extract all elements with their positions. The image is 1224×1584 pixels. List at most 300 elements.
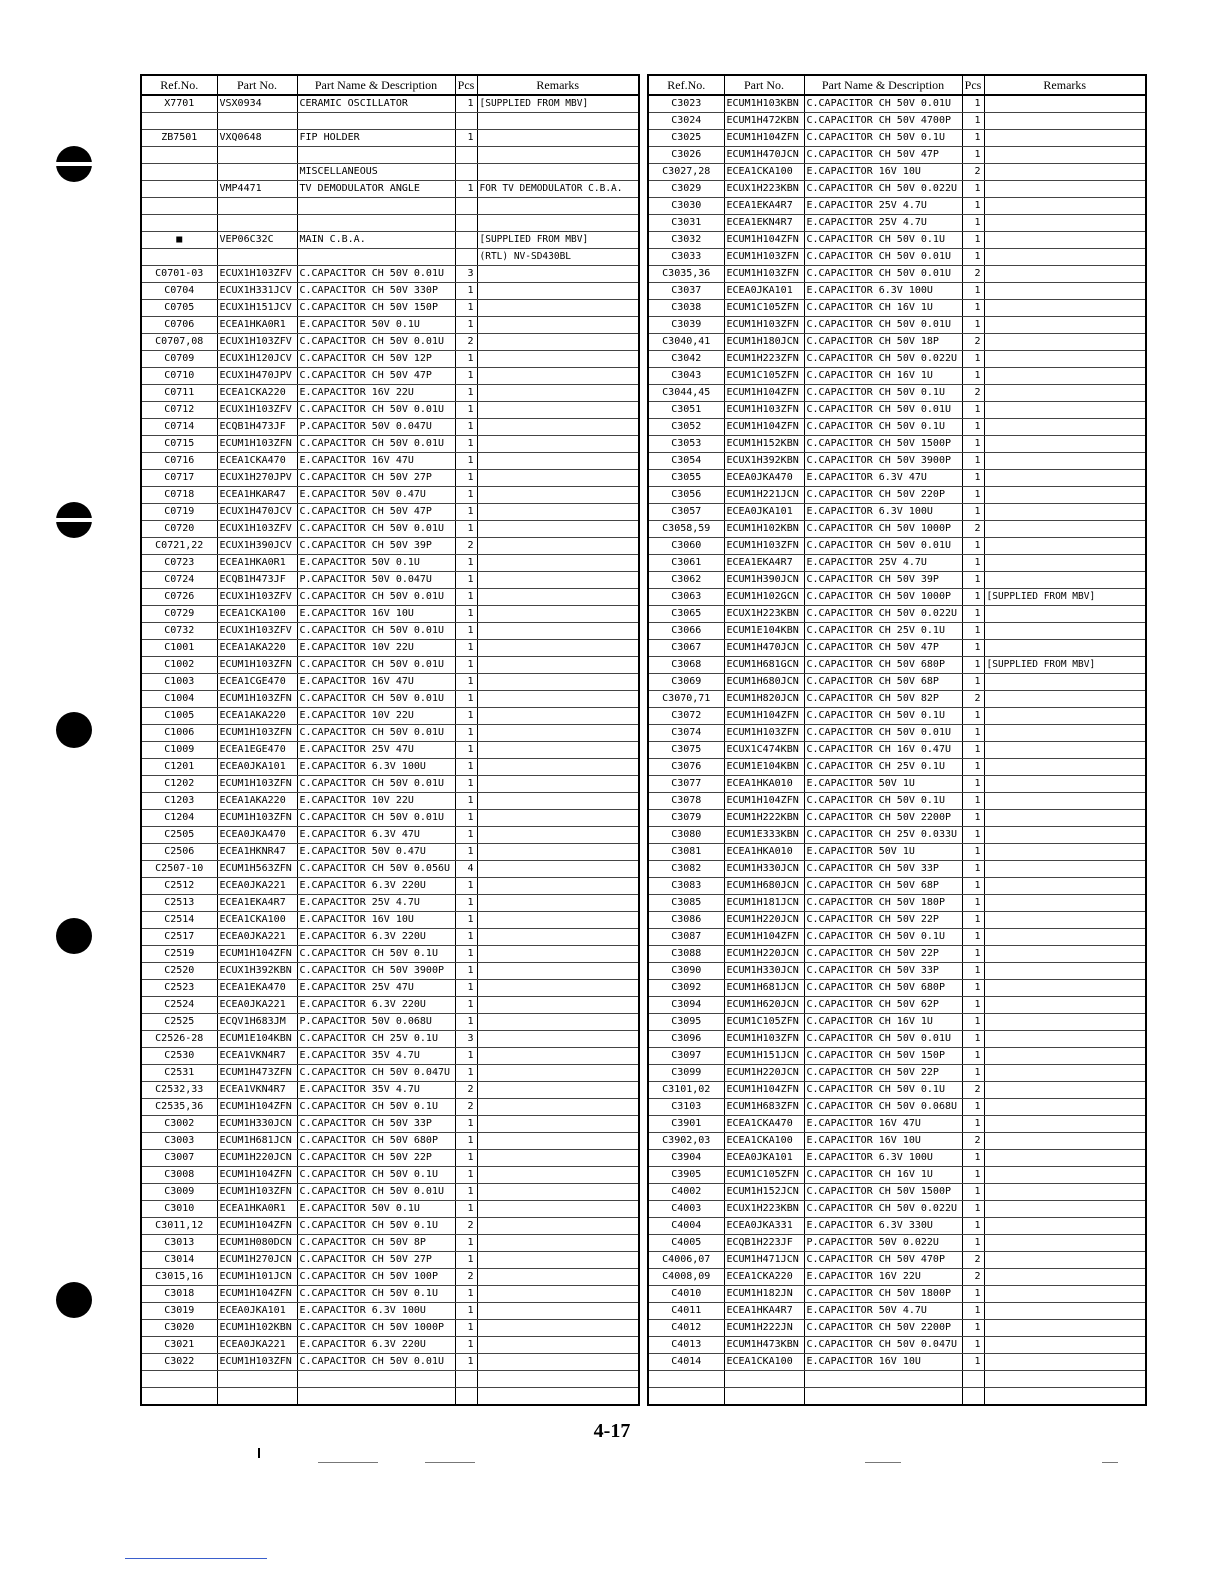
table-row (141, 1320, 639, 1337)
cell-remarks (477, 215, 639, 232)
cell-ref-no: C3083 (648, 878, 724, 895)
cell-pcs: 1 (455, 1303, 477, 1320)
cell-ref-no: C3061 (648, 555, 724, 572)
cell-pcs: 1 (455, 929, 477, 946)
binder-hole (56, 712, 92, 748)
table-row (648, 1286, 1146, 1303)
cell-remarks (984, 1167, 1146, 1184)
cell-part-name: C.CAPACITOR CH 50V 0.01U (804, 402, 962, 419)
cell-part-no: ECQB1H473JF (217, 572, 297, 589)
table-row (648, 1218, 1146, 1235)
cell-remarks (477, 470, 639, 487)
cell-ref-no: C2505 (141, 827, 217, 844)
cell-part-no: ECEA0JKA331 (724, 1218, 804, 1235)
cell-pcs: 1 (962, 776, 984, 793)
cell-ref-no (141, 249, 217, 266)
cell-pcs: 1 (455, 708, 477, 725)
cell-part-name: P.CAPACITOR 50V 0.022U (804, 1235, 962, 1252)
cell-part-no: ECUM1H222JN (724, 1320, 804, 1337)
cell-part-name: CERAMIC OSCILLATOR (297, 95, 455, 113)
table-row (141, 130, 639, 147)
binder-hole (56, 918, 92, 954)
cell-remarks (984, 164, 1146, 181)
cell-part-name: C.CAPACITOR CH 50V 0.01U (297, 810, 455, 827)
table-row (648, 1150, 1146, 1167)
cell-remarks (477, 691, 639, 708)
cell-part-no: ECUM1H472KBN (724, 113, 804, 130)
cell-pcs: 1 (455, 487, 477, 504)
cell-part-no: ECUX1H120JCV (217, 351, 297, 368)
cell-remarks (477, 1235, 639, 1252)
table-row (648, 232, 1146, 249)
table-row (141, 95, 639, 113)
cell-ref-no: C3056 (648, 487, 724, 504)
table-row (648, 929, 1146, 946)
cell-part-no: ECEA0JKA470 (217, 827, 297, 844)
cell-ref-no: C3065 (648, 606, 724, 623)
table-row (648, 844, 1146, 861)
cell-pcs: 1 (455, 351, 477, 368)
cell-remarks (477, 555, 639, 572)
cell-ref-no: C3013 (141, 1235, 217, 1252)
cell-remarks (477, 946, 639, 963)
cell-remarks: FOR TV DEMODULATOR C.B.A. (477, 181, 639, 198)
table-row (648, 504, 1146, 521)
table-row (648, 878, 1146, 895)
table-row (648, 759, 1146, 776)
cell-part-name: C.CAPACITOR CH 50V 0.1U (804, 232, 962, 249)
cell-ref-no: C3092 (648, 980, 724, 997)
cell-part-name: E.CAPACITOR 6.3V 100U (297, 759, 455, 776)
cell-ref-no: C3103 (648, 1099, 724, 1116)
table-row (648, 453, 1146, 470)
cell-pcs (962, 1388, 984, 1406)
header-pcs: Pcs (962, 75, 984, 95)
table-row (141, 878, 639, 895)
cell-remarks (477, 1184, 639, 1201)
cell-pcs: 1 (455, 1286, 477, 1303)
table-row (648, 181, 1146, 198)
cell-remarks (984, 487, 1146, 504)
cell-remarks (477, 1320, 639, 1337)
cell-ref-no (648, 1371, 724, 1388)
cell-pcs: 1 (962, 725, 984, 742)
table-row (648, 1082, 1146, 1099)
cell-pcs: 1 (962, 1116, 984, 1133)
cell-part-name: E.CAPACITOR 6.3V 330U (804, 1218, 962, 1235)
cell-part-name: C.CAPACITOR CH 50V 47P (804, 147, 962, 164)
cell-part-name (297, 249, 455, 266)
cell-part-name: E.CAPACITOR 16V 10U (297, 606, 455, 623)
cell-part-no: ECUM1H470JCN (724, 147, 804, 164)
cell-pcs: 1 (962, 95, 984, 113)
cell-part-no: ECUM1H683ZFN (724, 1099, 804, 1116)
table-row (141, 334, 639, 351)
table-row (141, 1218, 639, 1235)
cell-part-no: ECUM1H180JCN (724, 334, 804, 351)
table-row (648, 436, 1146, 453)
cell-part-no: ECEA0JKA101 (724, 504, 804, 521)
cell-ref-no: C3054 (648, 453, 724, 470)
cell-pcs: 2 (962, 521, 984, 538)
header-part-name: Part Name & Description (297, 75, 455, 95)
cell-pcs: 1 (962, 623, 984, 640)
cell-ref-no: C3052 (648, 419, 724, 436)
cell-ref-no: C1203 (141, 793, 217, 810)
cell-pcs: 1 (962, 368, 984, 385)
cell-ref-no: C4002 (648, 1184, 724, 1201)
cell-part-name: C.CAPACITOR CH 50V 0.056U (297, 861, 455, 878)
table-row (648, 402, 1146, 419)
cell-part-no: ECEA0JKA101 (724, 1150, 804, 1167)
cell-part-name: E.CAPACITOR 16V 10U (804, 1133, 962, 1150)
cell-ref-no: C3037 (648, 283, 724, 300)
cell-part-name: C.CAPACITOR CH 50V 330P (297, 283, 455, 300)
cell-part-no: ECUM1H470JCN (724, 640, 804, 657)
cell-part-name: C.CAPACITOR CH 50V 18P (804, 334, 962, 351)
cell-pcs: 1 (962, 232, 984, 249)
table-row (648, 1320, 1146, 1337)
cell-pcs: 2 (962, 1252, 984, 1269)
table-row (648, 164, 1146, 181)
cell-pcs (962, 1371, 984, 1388)
cell-remarks (477, 538, 639, 555)
cell-ref-no: C1003 (141, 674, 217, 691)
table-row (648, 470, 1146, 487)
cell-pcs: 1 (962, 895, 984, 912)
cell-ref-no: C4014 (648, 1354, 724, 1371)
table-row (648, 1252, 1146, 1269)
table-row (141, 589, 639, 606)
table-row (141, 1099, 639, 1116)
cell-remarks (984, 1184, 1146, 1201)
cell-pcs: 1 (455, 1354, 477, 1371)
cell-part-no: ECEA1CKA220 (217, 385, 297, 402)
cell-pcs: 1 (962, 742, 984, 759)
cell-part-name: MAIN C.B.A. (297, 232, 455, 249)
table-row (648, 334, 1146, 351)
cell-part-name: TV DEMODULATOR ANGLE (297, 181, 455, 198)
cell-part-no: ECUM1H473ZFN (217, 1065, 297, 1082)
table-row (648, 793, 1146, 810)
cell-pcs: 1 (455, 895, 477, 912)
cell-remarks (477, 861, 639, 878)
cell-part-no: ECEA1EKA4R7 (217, 895, 297, 912)
cell-part-no: ECUM1H390JCN (724, 572, 804, 589)
cell-part-name: C.CAPACITOR CH 50V 0.01U (297, 776, 455, 793)
cell-part-name: E.CAPACITOR 6.3V 220U (297, 997, 455, 1014)
cell-part-name: E.CAPACITOR 6.3V 100U (804, 504, 962, 521)
cell-remarks (984, 674, 1146, 691)
cell-remarks (477, 674, 639, 691)
cell-remarks (477, 385, 639, 402)
cell-pcs: 1 (962, 351, 984, 368)
cell-remarks (984, 215, 1146, 232)
cell-part-no: ECUM1H563ZFN (217, 861, 297, 878)
cell-part-name: C.CAPACITOR CH 50V 68P (804, 674, 962, 691)
cell-ref-no: C4004 (648, 1218, 724, 1235)
cell-part-name: C.CAPACITOR CH 50V 0.068U (804, 1099, 962, 1116)
cell-pcs: 1 (962, 1201, 984, 1218)
cell-remarks (984, 912, 1146, 929)
table-row (141, 1184, 639, 1201)
cell-ref-no: C1006 (141, 725, 217, 742)
cell-remarks (477, 130, 639, 147)
cell-ref-no (141, 181, 217, 198)
cell-part-no (217, 215, 297, 232)
cell-ref-no: C3075 (648, 742, 724, 759)
cell-ref-no: C3905 (648, 1167, 724, 1184)
cell-pcs: 2 (962, 334, 984, 351)
cell-remarks (984, 232, 1146, 249)
cell-remarks (984, 555, 1146, 572)
table-row (141, 1354, 639, 1371)
cell-remarks (984, 708, 1146, 725)
cell-ref-no: C3026 (648, 147, 724, 164)
cell-pcs: 1 (962, 572, 984, 589)
cell-pcs: 1 (455, 1048, 477, 1065)
table-row (141, 487, 639, 504)
cell-ref-no (141, 1371, 217, 1388)
cell-part-name: C.CAPACITOR CH 16V 0.47U (804, 742, 962, 759)
cell-remarks (477, 827, 639, 844)
cell-remarks (477, 1099, 639, 1116)
cell-part-name: C.CAPACITOR CH 25V 0.1U (297, 1031, 455, 1048)
cell-part-no: ECUX1H151JCV (217, 300, 297, 317)
cell-ref-no: C3072 (648, 708, 724, 725)
cell-remarks (477, 266, 639, 283)
cell-remarks (984, 300, 1146, 317)
cell-part-no: ECUM1H220JCN (724, 946, 804, 963)
cell-pcs: 1 (962, 504, 984, 521)
header-ref-no: Ref.No. (141, 75, 217, 95)
cell-pcs: 1 (962, 1218, 984, 1235)
cell-pcs: 1 (962, 1286, 984, 1303)
header-part-name: Part Name & Description (804, 75, 962, 95)
cell-part-no: VSX0934 (217, 95, 297, 113)
cell-part-name: E.CAPACITOR 6.3V 100U (804, 1150, 962, 1167)
cell-ref-no: C0706 (141, 317, 217, 334)
cell-part-no: ECEA0JKA221 (217, 878, 297, 895)
cell-ref-no: C3007 (141, 1150, 217, 1167)
cell-pcs: 2 (455, 538, 477, 555)
cell-part-no: ECUM1H104ZFN (217, 1218, 297, 1235)
cell-remarks (477, 487, 639, 504)
scan-mark (425, 1462, 475, 1463)
table-row (141, 402, 639, 419)
cell-pcs: 1 (962, 606, 984, 623)
cell-ref-no: C3025 (648, 130, 724, 147)
cell-remarks (477, 113, 639, 130)
cell-ref-no: C3090 (648, 963, 724, 980)
cell-part-name: E.CAPACITOR 16V 47U (804, 1116, 962, 1133)
cell-part-no: ECUM1H104ZFN (217, 1099, 297, 1116)
cell-part-name: C.CAPACITOR CH 50V 0.1U (297, 946, 455, 963)
cell-part-name: C.CAPACITOR CH 50V 0.01U (297, 1184, 455, 1201)
cell-part-name: C.CAPACITOR CH 50V 0.01U (297, 623, 455, 640)
cell-pcs: 2 (455, 1099, 477, 1116)
cell-remarks (477, 708, 639, 725)
cell-ref-no: C3014 (141, 1252, 217, 1269)
cell-part-name: C.CAPACITOR CH 50V 47P (297, 368, 455, 385)
cell-pcs: 1 (455, 810, 477, 827)
cell-ref-no (141, 147, 217, 164)
cell-part-no: ECUM1H102KBN (217, 1320, 297, 1337)
cell-ref-no: C3082 (648, 861, 724, 878)
cell-remarks (984, 385, 1146, 402)
binder-hole (56, 502, 92, 538)
cell-ref-no: C3099 (648, 1065, 724, 1082)
cell-part-no (724, 1371, 804, 1388)
cell-part-name: C.CAPACITOR CH 50V 0.01U (804, 249, 962, 266)
header-part-no: Part No. (217, 75, 297, 95)
cell-part-name: E.CAPACITOR 50V 0.1U (297, 317, 455, 334)
cell-remarks (984, 1218, 1146, 1235)
cell-ref-no: C0715 (141, 436, 217, 453)
cell-ref-no: C3009 (141, 1184, 217, 1201)
cell-part-no: ECUM1H223ZFN (724, 351, 804, 368)
table-row (648, 95, 1146, 113)
table-row (141, 555, 639, 572)
cell-part-no: ECQB1H223JF (724, 1235, 804, 1252)
cell-part-name: E.CAPACITOR 16V 22U (804, 1269, 962, 1286)
cell-part-no: ECUM1H330JCN (724, 861, 804, 878)
table-row (648, 147, 1146, 164)
cell-ref-no: C3002 (141, 1116, 217, 1133)
cell-part-no: ECUM1H104ZFN (724, 929, 804, 946)
cell-part-no: ECEA1HKA0R1 (217, 555, 297, 572)
cell-pcs (455, 147, 477, 164)
cell-remarks (477, 1065, 639, 1082)
table-row (141, 742, 639, 759)
cell-part-no: ECUM1H102GCN (724, 589, 804, 606)
cell-remarks (984, 1116, 1146, 1133)
cell-part-name: C.CAPACITOR CH 50V 3900P (804, 453, 962, 470)
table-row (141, 861, 639, 878)
cell-pcs: 3 (455, 1031, 477, 1048)
cell-part-no: ECEA1CKA100 (724, 1133, 804, 1150)
table-row (648, 555, 1146, 572)
table-row (648, 266, 1146, 283)
cell-pcs: 1 (455, 368, 477, 385)
cell-pcs: 1 (455, 1167, 477, 1184)
table-row (648, 385, 1146, 402)
cell-part-no: ECUM1H104ZFN (217, 1286, 297, 1303)
cell-pcs: 1 (455, 691, 477, 708)
cell-part-no: ECUM1H220JCN (217, 1150, 297, 1167)
cell-part-name: C.CAPACITOR CH 50V 150P (804, 1048, 962, 1065)
cell-part-no: ECUM1H102KBN (724, 521, 804, 538)
cell-pcs: 2 (962, 691, 984, 708)
cell-ref-no: C0704 (141, 283, 217, 300)
cell-ref-no: C3038 (648, 300, 724, 317)
cell-part-name: E.CAPACITOR 10V 22U (297, 793, 455, 810)
cell-part-no: ECUM1H104ZFN (724, 1082, 804, 1099)
cell-part-no: ECEA1VKN4R7 (217, 1048, 297, 1065)
cell-part-no: ECUX1H470JPV (217, 368, 297, 385)
cell-ref-no: C2514 (141, 912, 217, 929)
cell-pcs: 1 (455, 725, 477, 742)
cell-part-name: C.CAPACITOR CH 50V 0.01U (297, 436, 455, 453)
cell-part-name: C.CAPACITOR CH 50V 27P (297, 470, 455, 487)
cell-remarks (984, 402, 1146, 419)
cell-ref-no: C3053 (648, 436, 724, 453)
cell-part-name: C.CAPACITOR CH 50V 0.01U (297, 1354, 455, 1371)
cell-remarks (477, 1388, 639, 1406)
cell-ref-no: C2506 (141, 844, 217, 861)
cell-ref-no: C4010 (648, 1286, 724, 1303)
cell-pcs: 1 (962, 1048, 984, 1065)
cell-ref-no: C3086 (648, 912, 724, 929)
cell-part-name: E.CAPACITOR 25V 4.7U (804, 198, 962, 215)
cell-remarks (477, 844, 639, 861)
cell-part-name: C.CAPACITOR CH 50V 0.047U (297, 1065, 455, 1082)
table-row (141, 419, 639, 436)
table-row (648, 589, 1146, 606)
cell-remarks (984, 1048, 1146, 1065)
cell-part-name: C.CAPACITOR CH 50V 0.1U (804, 130, 962, 147)
cell-pcs: 2 (962, 1269, 984, 1286)
cell-remarks (477, 453, 639, 470)
cell-remarks (477, 1031, 639, 1048)
cell-pcs: 1 (455, 793, 477, 810)
cell-pcs: 1 (455, 1201, 477, 1218)
cell-ref-no (141, 198, 217, 215)
cell-part-name: C.CAPACITOR CH 50V 680P (804, 980, 962, 997)
cell-remarks (984, 368, 1146, 385)
table-row (141, 895, 639, 912)
cell-pcs: 1 (455, 1320, 477, 1337)
cell-remarks (984, 895, 1146, 912)
cell-part-no: ECUM1H330JCN (724, 963, 804, 980)
cell-part-no: ECUM1H220JCN (724, 1065, 804, 1082)
table-row (141, 674, 639, 691)
cell-remarks (984, 249, 1146, 266)
cell-part-no: ECEA1EGE470 (217, 742, 297, 759)
cell-remarks (477, 351, 639, 368)
cell-ref-no (141, 164, 217, 181)
cell-part-no: ECUX1H103ZFV (217, 334, 297, 351)
cell-part-name: C.CAPACITOR CH 50V 0.022U (804, 1201, 962, 1218)
cell-pcs: 2 (455, 334, 477, 351)
cell-remarks (984, 793, 1146, 810)
cell-remarks (984, 929, 1146, 946)
cell-remarks (477, 1218, 639, 1235)
cell-ref-no: C3043 (648, 368, 724, 385)
cell-part-no: ECUM1H220JCN (724, 912, 804, 929)
cell-part-name: C.CAPACITOR CH 50V 62P (804, 997, 962, 1014)
cell-part-no: ECQB1H473JF (217, 419, 297, 436)
cell-ref-no: C0729 (141, 606, 217, 623)
cell-remarks (477, 521, 639, 538)
cell-pcs: 1 (455, 1133, 477, 1150)
cell-part-name: C.CAPACITOR CH 50V 0.01U (297, 691, 455, 708)
cell-part-name: C.CAPACITOR CH 16V 1U (804, 368, 962, 385)
table-row (648, 1235, 1146, 1252)
cell-pcs: 1 (962, 249, 984, 266)
cell-part-name: E.CAPACITOR 25V 4.7U (804, 555, 962, 572)
cell-pcs: 1 (455, 300, 477, 317)
cell-part-name: C.CAPACITOR CH 50V 0.1U (804, 708, 962, 725)
cell-part-name: C.CAPACITOR CH 50V 1500P (804, 1184, 962, 1201)
table-row (141, 963, 639, 980)
cell-part-no: ECUM1H103ZFN (724, 1031, 804, 1048)
table-row (141, 1082, 639, 1099)
cell-pcs: 1 (455, 759, 477, 776)
cell-ref-no: ■ (141, 232, 217, 249)
cell-pcs: 1 (962, 113, 984, 130)
cell-remarks (477, 589, 639, 606)
